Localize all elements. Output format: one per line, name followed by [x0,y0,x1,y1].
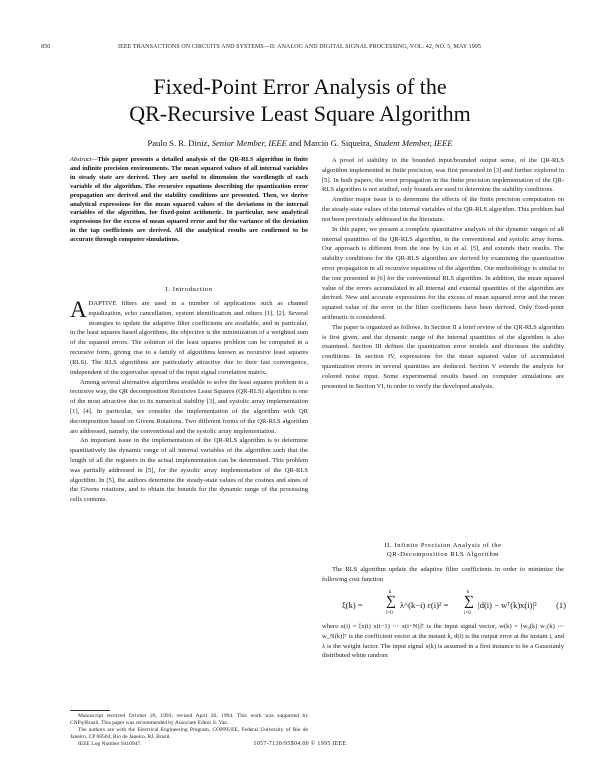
footnote-manuscript: Manuscript received October 26, 1993; revised April 26, 1994. This work was supported by CNPq/Brazil. This paper was recommended by Associate Editor S. Yao. [70,713,308,727]
drop-cap: A [70,297,87,322]
author-2-name: Marcio G. Siqueira, [303,138,372,148]
sum-2-symbol: ∑ [464,594,474,609]
equation-middle: λ^(k−i) ε(i)² = [400,600,449,610]
left-column-body [70,299,308,505]
author-2-grade: Student Member, IEEE [374,138,453,148]
footnote-rule [70,710,110,711]
abstract-label: Abstract— [70,156,98,163]
equation-rhs: |d(i) − wᵀ(k)x(i)|² [478,600,537,610]
equation-lhs: ξ(k) = [342,600,363,610]
sum-1-symbol: ∑ [386,594,396,609]
author-1-name: Paulo S. R. Diniz, [147,138,210,148]
sum-2-lower: i=0 [464,611,471,616]
right-paragraph-2: Another major issue is to determine the effects of the finite precision computation on the steady-state values of the internal variables of the QR-RLS algorithm. This problem had not been previously addressed in the literature. [322,196,564,223]
section-1-heading: I. Introduction [165,286,213,293]
abstract-text: This paper presents a detailed analysis of the QR-RLS algorithm in finite and infinite precision environments. The mean squared values of all internal variables in steady state are derived. They are useful to dimension the wordlength of each variable of the algorithm. The recursive equations describing the quantization error propagation are derived and the stability conditions are presented. Then, we derive analytical expressions for the mean squared values of the deviations in the internal variables of the algorithm, for fixed-point arithmetic. In particular, new analytical expressions for the excess of mean squared error and for the variance of the deviation in the tap coefficients are derived. All the analytical results are confirmed to be accurate through computer simulations. [70,156,308,244]
page-number: 850 [41,44,51,50]
intro-paragraph-3: An important issue in the implementation of the QR-RLS algorithm is to determine quantitatively the dynamic range of all internal variables of the algorithm such that the length of all the registers in the actual implementation can be determined. This problem was partially addressed in [5], for the systolic array implementation of the QR-RLS algorithm. In [5], the authors determine the steady-state values of the cosines and sines of the Givens rotations, and to obtain the bounds for the dynamic range of the processing cells contents. [70,437,308,504]
right-column-body [322,156,564,392]
intro-paragraph-1: ADAPTIVE filters are used in a number of applications such as channel equalization, echo cancellation, system identification and others [1], [2]. Several strategies to update the adaptive filter coefficients are available, and in particular, in the least squares based algorithms, the objective is the minimization of a weighted sum of the squared errors. The solution of the least squares problem can be computed in a recursive form, giving rise to a family of algorithms known as recursive least squares (RLS). The RLS algorithms are particularly attractive due to their fast convergence, independent of the eigenvalue spread of the input signal correlation matrix. [70,297,308,376]
section-2-paragraph-2: where x(i) = [x(i) x(i−1) ⋯ x(i−N)]ᵀ is the input signal vector, w(k) = [w₀(k) w₁(k) ⋯ w_N(k)]ᵀ is the coefficient vector at the instant k, d(i) is the output error at the instant i, and λ is the weight factor. The input signal x(k) is assumed in a first instance to be a Gaussianly distributed white random [322,623,564,660]
footnote-affiliation: The authors are with the Electrical Engineering Program, COPPE/EE, Federal University of Rio de Janeiro, CP 68504, Rio de Janeiro, RJ, Brazil. [70,727,308,741]
author-joiner: and [289,138,302,148]
copyright-line: 1057-7130/95$04.00 © 1995 IEEE [253,741,347,747]
footnote-ieee-log: IEEE Log Number 9410947. [78,741,142,748]
author-1-grade: Senior Member, IEEE [211,138,287,148]
section-2-paragraph-1: The RLS algorithm update the adaptive filter coefficients in order to minimize the following cost function [322,566,564,583]
equation-number: (1) [556,600,566,610]
section-2-heading-line2: QR-Decomposition RLS Algorithm [386,551,500,558]
equation-1 [334,592,566,618]
right-paragraph-4: The paper is organized as follows. In Section II a brief review of the QR-RLS algorithm is first given, and the dynamic range of the internal quantities of the algorithm is also examined. Section III defines the quantization error models and discusses the stability conditions. In section IV, expressions for the mean squared value of accumulated quantization errors in several quantities are deduced. Section V extends the analysis for colored noise input. Some experimental results based on computer simulations are presented in Section VI, in order to verify the developed analysis. [322,323,564,390]
section-2-intro [322,565,564,585]
paper-title-line1: Fixed-Point Error Analysis of the [153,74,447,99]
abstract [70,156,308,245]
sum-1-upper: k [389,590,392,595]
sum-1-lower: i=0 [386,611,393,616]
section-2-continuation [322,622,564,661]
sum-2-upper: k [467,590,470,595]
right-paragraph-1: A proof of stability in the bounded input/bounded output sense, of the QR-RLS algorithm implemented in finite precision, was first presented in [3] and further explored in [5]. In both papers, the error propagation in the finite precision implementation of the QR-RLS algorithm is not studied, only bounds are used to determine the stability conditions. [322,157,564,194]
right-paragraph-3: In this paper, we present a complete quantitative analysis of the dynamic ranges of all internal quantities of the QR-RLS algorithm, in the conventional and systolic array forms. Our approach is different from the one by Liu et al. [5], and extends their results. The stability conditions for the QR-RLS algorithm are derived by examining the quantization error propagation in all recursive equations of the algorithm. Our methodology is similar to the one presented in [6] for the conventional RLS algorithm. In addition, the mean squared value of the errors accumulated in all internal and external quantities of the algorithm are derived. New and accurate expressions for the excess of mean squared error and the mean squared value of the error in the filter coefficients have been derived. Only fixed-point arithmetic is considered. [322,225,564,321]
paper-title-line2: QR-Recursive Least Square Algorithm [129,101,471,126]
author-line [0,138,600,148]
running-head: IEEE TRANSACTIONS ON CIRCUITS AND SYSTEMS—II: ANALOG AND DIGITAL SIGNAL PROCESSING, VOL. 42, NO. 5, MAY 1995 [118,44,482,50]
section-2-heading-line1: II. Infinite Precision Analysis of the [384,542,502,549]
intro-paragraph-2: Among several alternative algorithms available to solve the least squares problem in a recursive way, the QR decomposition Recursive Least Squares (QR-RLS) algorithm is one of the most attractive due to its numerical stability [3], and systolic array implementation [1], [4]. In particular, we consider the implementation of the algorithm with QR decomposition based on Givens Rotations. Two different forms of the QR-RLS algorithm are addressed, namely, the conventional and the systolic array implementation. [70,378,308,435]
